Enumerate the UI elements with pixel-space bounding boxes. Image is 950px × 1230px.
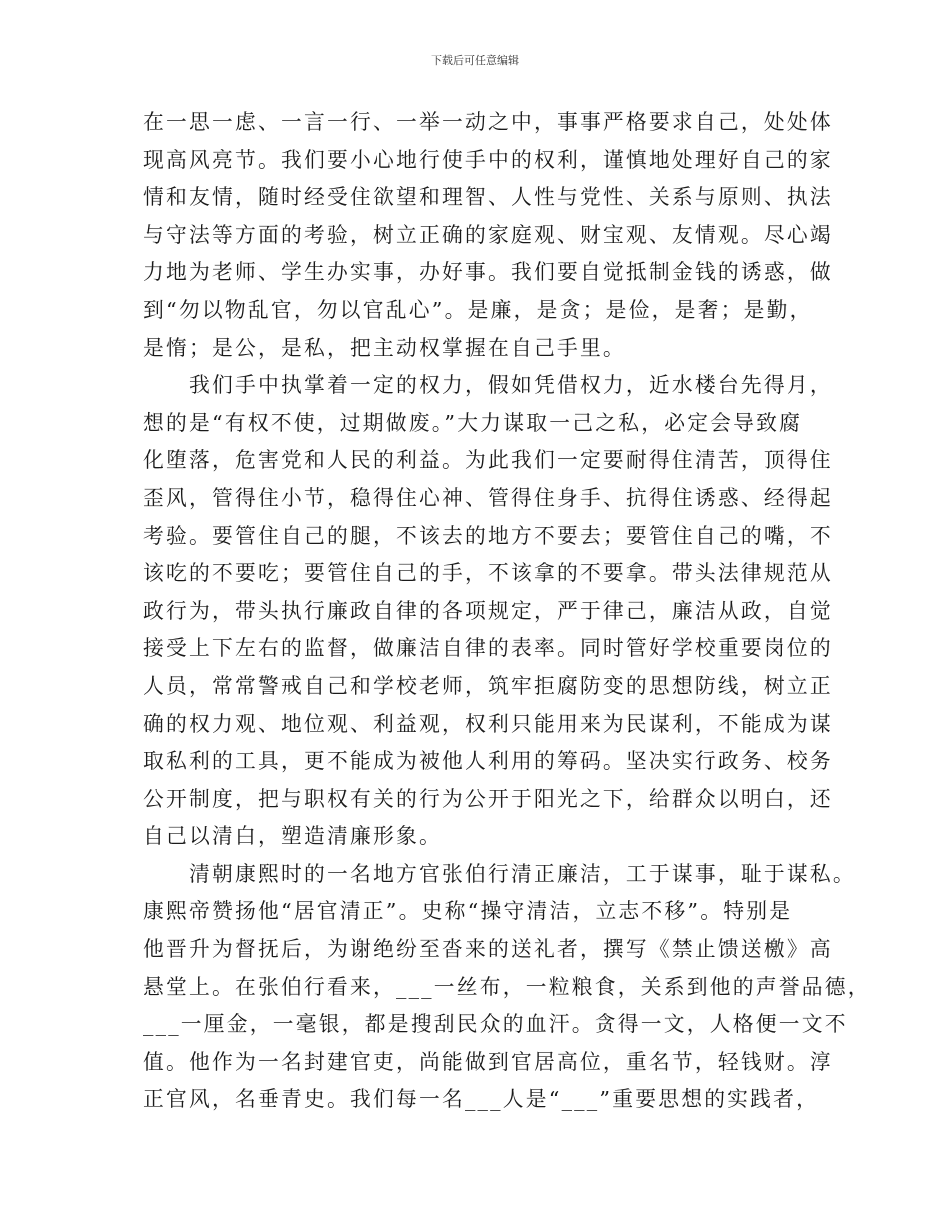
text-line: 悬堂上。在张伯行看来，___一丝布，一粒粮食，关系到他的声誉品德， <box>143 974 871 999</box>
text-line: 化堕落，危害党和人民的利益。为此我们一定要耐得住清苦，顶得住 <box>143 448 833 473</box>
text-line: 现高风亮节。我们要小心地行使手中的权利，谨慎地处理好自己的家 <box>143 147 833 172</box>
text-line: 他晋升为督抚后，为谢绝纷至沓来的送礼者，撰写《禁止馈送檄》高 <box>143 937 833 962</box>
text-line: 与守法等方面的考验，树立正确的家庭观、财宝观、友情观。尽心竭 <box>143 222 833 247</box>
text-line: 情和友情，随时经受住欲望和理智、人性与党性、关系与原则、执法 <box>143 185 833 210</box>
text-line: 在一思一虑、一言一行、一举一动之中，事事严格要求自己，处处体 <box>143 110 833 134</box>
text-line: 正官风，名垂青史。我们每一名___人是“___”重要思想的实践者， <box>143 1087 820 1112</box>
text-line: 康熙帝赞扬他“居官清正”。史称“操守清洁，立志不移”。特别是 <box>143 899 793 924</box>
text-line: 取私利的工具，更不能成为被他人利用的筹码。坚决实行政务、校务 <box>143 749 833 774</box>
text-line: 自己以清白，塑造清廉形象。 <box>143 824 442 849</box>
text-line: ___一厘金，一毫银，都是搜刮民众的血汗。贪得一文，人格便一文不 <box>143 1012 848 1037</box>
text-line: 人员，常常警戒自己和学校老师，筑牢拒腐防变的思想防线，树立正 <box>143 673 833 698</box>
text-line: 想的是“有权不使，过期做废。”大力谋取一己之私，必定会导致腐 <box>143 410 803 435</box>
text-line: 到“勿以物乱官，勿以官乱心”。是廉，是贪；是俭，是奢；是勤， <box>143 297 813 322</box>
text-line: 确的权力观、地位观、利益观，权利只能用来为民谋利，不能成为谋 <box>143 711 833 736</box>
text-line: 接受上下左右的监督，做廉洁自律的表率。同时管好学校重要岗位的 <box>143 636 833 661</box>
page-header: 下载后可任意编辑 <box>431 54 519 67</box>
text-line: 政行为，带头执行廉政自律的各项规定，严于律己，廉洁从政，自觉 <box>143 598 833 623</box>
text-line: 清朝康熙时的一名地方官张伯行清正廉洁，工于谋事，耻于谋私。 <box>143 861 856 886</box>
text-line: 考验。要管住自己的腿，不该去的地方不要去；要管住自己的嘴，不 <box>143 523 833 548</box>
text-line: 歪风，管得住小节，稳得住心神、管得住身手、抗得住诱惑、经得起 <box>143 485 833 510</box>
text-line: 我们手中执掌着一定的权力，假如凭借权力，近水楼台先得月， <box>143 373 833 398</box>
text-line: 是惰；是公，是私，把主动权掌握在自己手里。 <box>143 335 626 360</box>
text-line: 力地为老师、学生办实事，办好事。我们要自觉抵制金钱的诱惑，做 <box>143 260 833 285</box>
text-line: 值。他作为一名封建官吏，尚能做到官居高位，重名节，轻钱财。淳 <box>143 1049 833 1074</box>
text-line: 公开制度，把与职权有关的行为公开于阳光之下，给群众以明白，还 <box>143 786 833 811</box>
document-body <box>143 104 871 1119</box>
text-line: 该吃的不要吃；要管住自己的手，不该拿的不要拿。带头法律规范从 <box>143 561 833 586</box>
